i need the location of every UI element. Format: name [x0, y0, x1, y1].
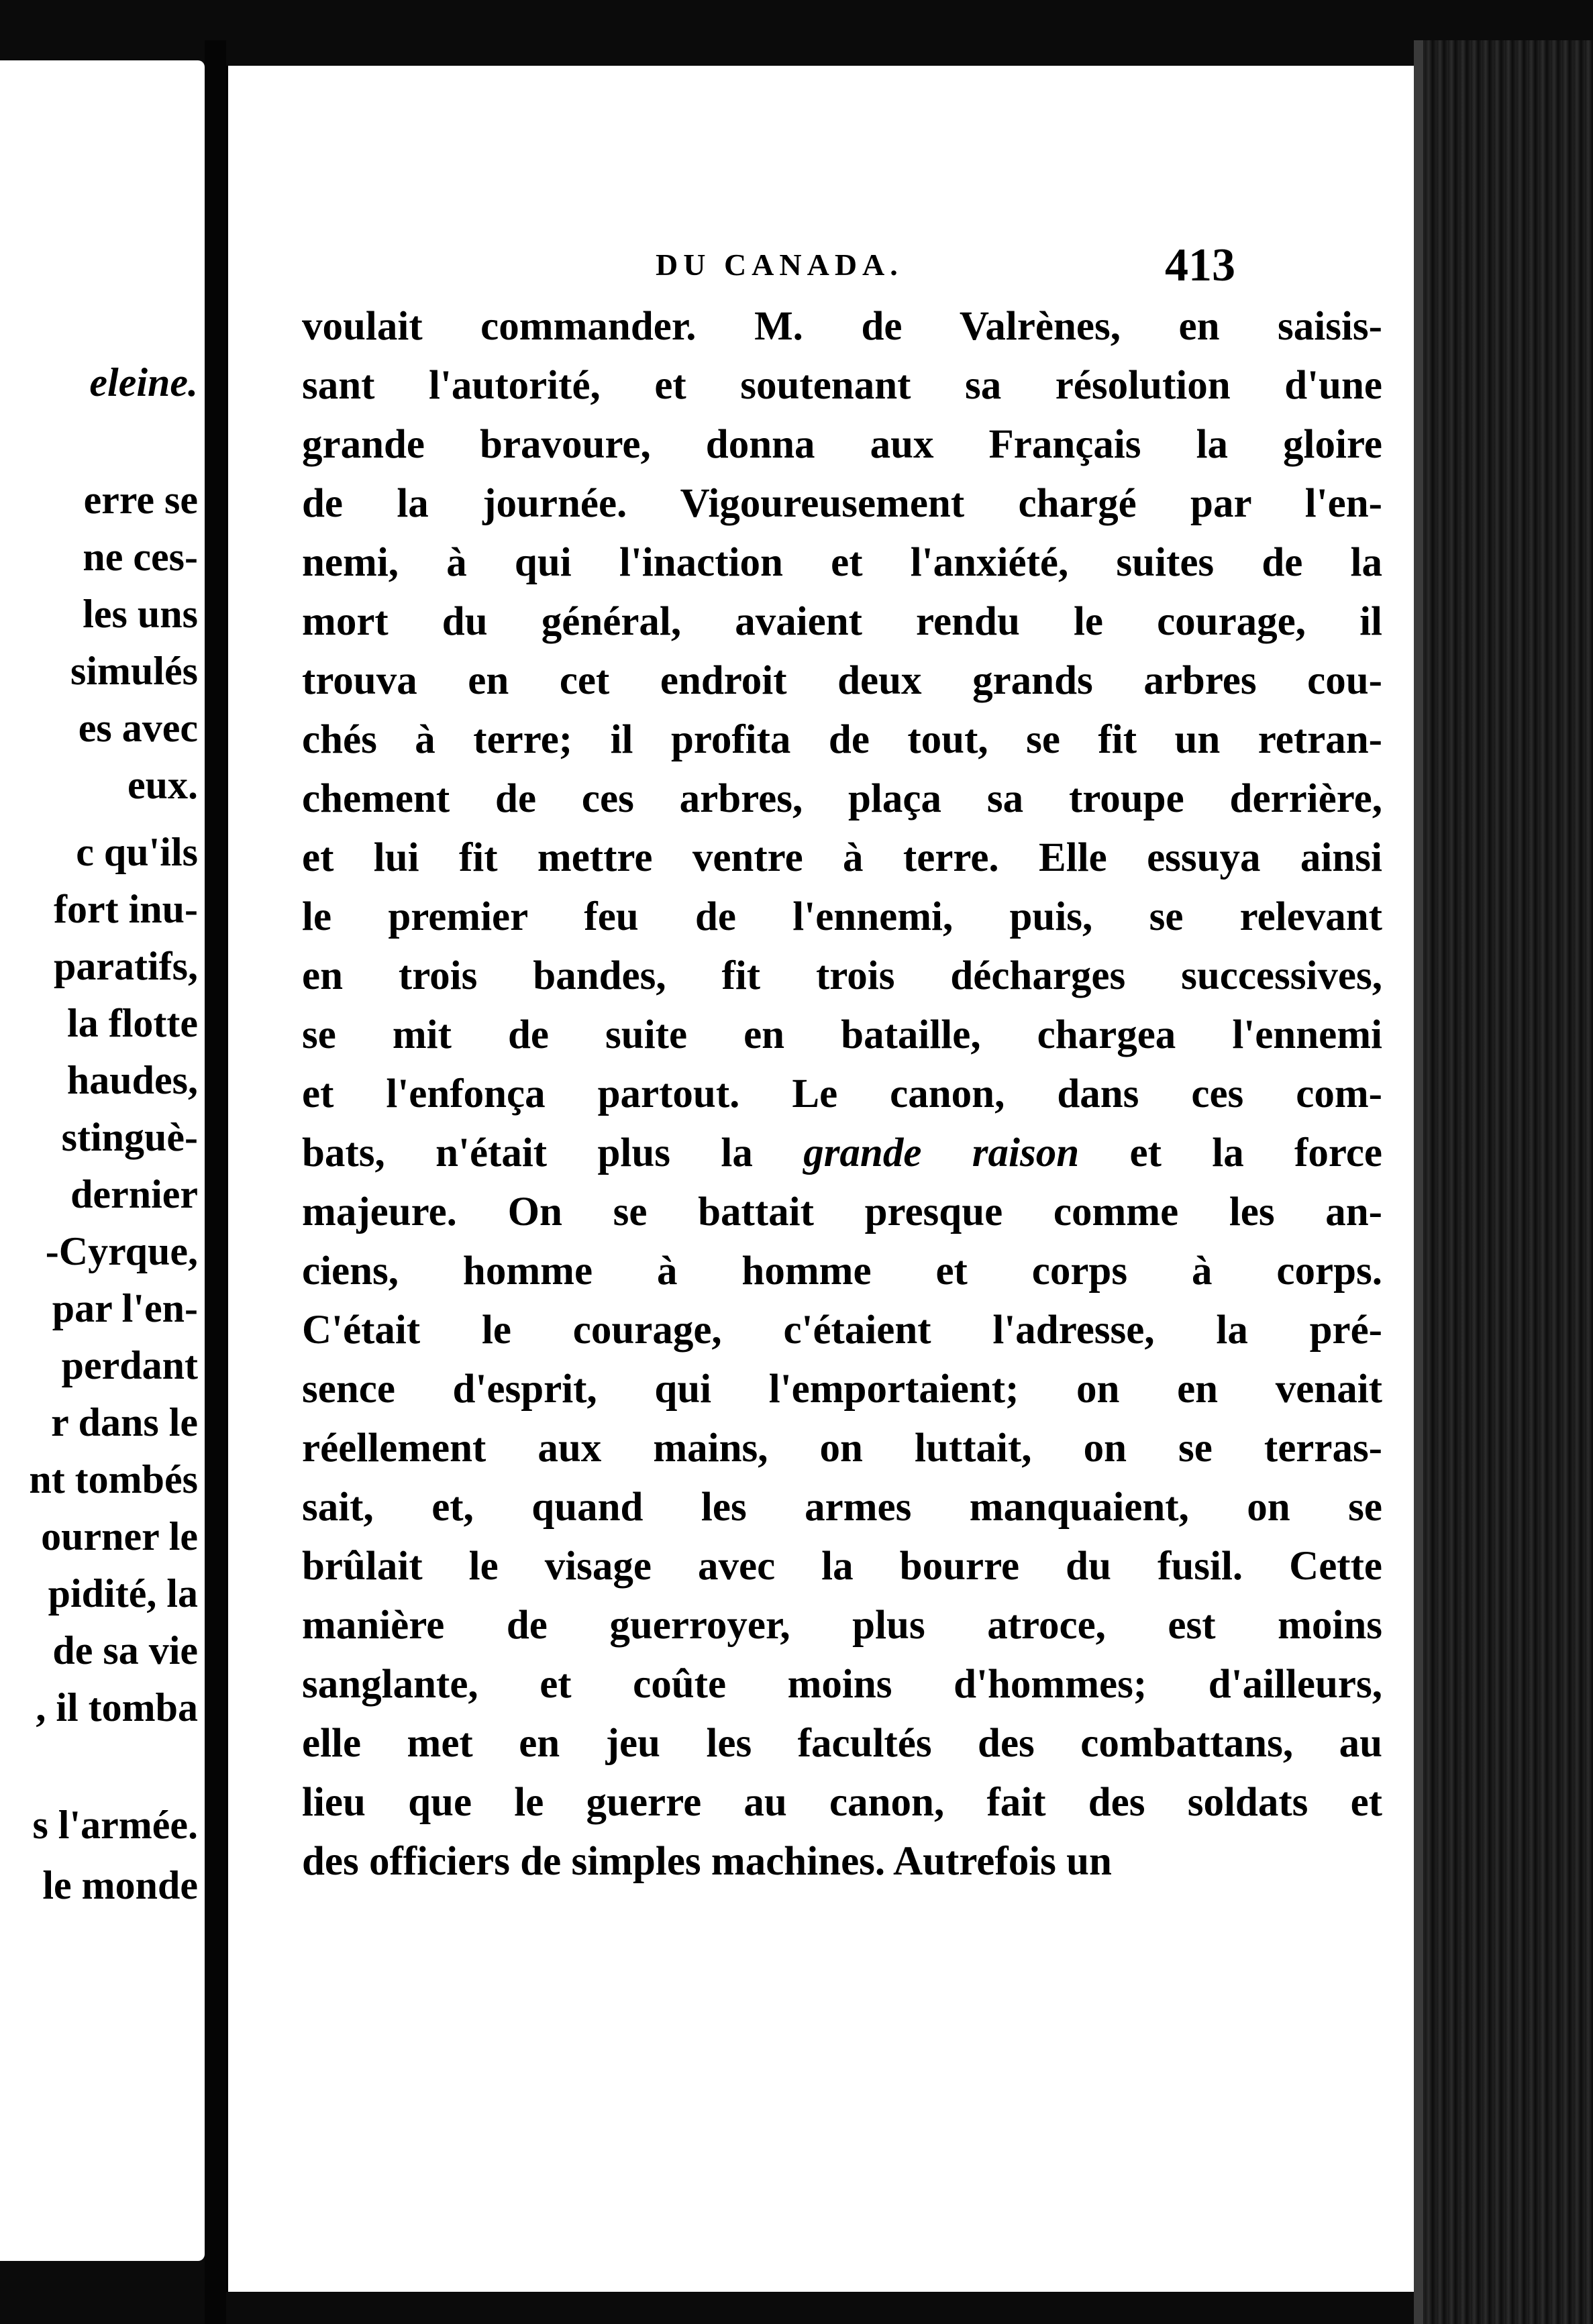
text-line: manière de guerroyer, plus atroce, est moins: [302, 1603, 1382, 1648]
text-segment: et la force: [1079, 1130, 1382, 1175]
body-text: [302, 297, 1382, 1891]
page-edges: [1414, 40, 1593, 2324]
text-line: chement de ces arbres, plaça sa troupe derrière,: [302, 776, 1382, 821]
left-page-line: fort inu-: [54, 887, 198, 931]
italic-phrase: grande raison: [803, 1130, 1080, 1175]
text-line: brûlait le visage avec la bourre du fusil. Cette: [302, 1544, 1382, 1589]
text-line: ciens, homme à homme et corps à corps.: [302, 1249, 1382, 1293]
left-page-line: r dans le: [51, 1400, 198, 1444]
text-line: réellement aux mains, on luttait, on se terras-: [302, 1426, 1382, 1471]
book-gutter: [205, 40, 226, 2324]
text-line: se mit de suite en bataille, chargea l'ennemi: [302, 1012, 1382, 1057]
left-page-line: simulés: [70, 649, 198, 693]
page-number: 413: [1165, 240, 1235, 291]
text-line: lieu que le guerre au canon, fait des soldats et: [302, 1780, 1382, 1825]
right-page: [226, 66, 1416, 2292]
text-line: des officiers de simples machines. Autrefois un: [302, 1839, 1112, 1884]
left-page-line: eleine.: [89, 360, 198, 405]
text-line: chés à terre; il profita de tout, se fit un retran-: [302, 717, 1382, 762]
left-page-line: paratifs,: [54, 944, 198, 988]
left-page-line: c qu'ils: [76, 830, 198, 874]
text-line: sait, et, quand les armes manquaient, on se: [302, 1485, 1382, 1530]
text-line: et lui fit mettre ventre à terre. Elle essuya ainsi: [302, 835, 1382, 880]
text-line: voulait commander. M. de Valrènes, en saisis-: [302, 304, 1382, 349]
left-page-line: stinguè-: [61, 1115, 198, 1159]
text-line: C'était le courage, c'étaient l'adresse, la pré-: [302, 1308, 1382, 1353]
left-page-line: , il tomba: [36, 1685, 198, 1730]
running-head: [228, 239, 1416, 293]
left-page-text-fragments: [0, 60, 198, 2261]
text-line: [302, 1124, 1382, 1183]
text-line: nemi, à qui l'inaction et l'anxiété, suites de la: [302, 540, 1382, 585]
left-page-line: la flotte: [67, 1001, 198, 1045]
page-edge-highlight: [1414, 40, 1423, 2324]
left-page-line: es avec: [78, 706, 198, 750]
text-line: sant l'autorité, et soutenant sa résolution d'une: [302, 363, 1382, 408]
text-line: grande bravoure, donna aux Français la gloire: [302, 422, 1382, 467]
left-page-line: dernier: [70, 1172, 198, 1216]
left-page-line: ourner le: [41, 1514, 198, 1559]
text-segment: bats, n'était plus la: [302, 1130, 804, 1175]
left-page-line: -Cyrque,: [45, 1229, 198, 1273]
left-page-line: les uns: [83, 592, 198, 636]
text-line: et l'enfonça partout. Le canon, dans ces com-: [302, 1071, 1382, 1116]
left-page: [0, 60, 205, 2261]
text-line: le premier feu de l'ennemi, puis, se relevant: [302, 894, 1382, 939]
left-page-line: perdant: [61, 1343, 198, 1387]
left-page-line: haudes,: [66, 1058, 198, 1102]
text-line: sence d'esprit, qui l'emportaient; on en venait: [302, 1367, 1382, 1412]
left-page-line: de sa vie: [52, 1628, 198, 1673]
left-page-line: pidité, la: [48, 1571, 198, 1616]
left-page-line: erre se: [83, 478, 198, 522]
left-page-line: s l'armée.: [32, 1803, 198, 1847]
left-page-line: eux.: [127, 763, 198, 807]
text-line: elle met en jeu les facultés des combattans, au: [302, 1721, 1382, 1766]
text-line: sanglante, et coûte moins d'hommes; d'ailleurs,: [302, 1662, 1382, 1707]
header-title: DU CANADA.: [656, 248, 903, 282]
text-line: en trois bandes, fit trois décharges successives,: [302, 953, 1382, 998]
left-page-line: ne ces-: [83, 535, 198, 579]
text-line: mort du général, avaient rendu le courage, il: [302, 599, 1382, 644]
text-line: trouva en cet endroit deux grands arbres cou-: [302, 658, 1382, 703]
left-page-line: nt tombés: [29, 1457, 198, 1501]
text-line: majeure. On se battait presque comme les an-: [302, 1190, 1382, 1234]
left-page-line: par l'en-: [52, 1286, 198, 1330]
text-line: de la journée. Vigoureusement chargé par l'en-: [302, 481, 1382, 526]
left-page-line: le monde: [42, 1863, 198, 1907]
